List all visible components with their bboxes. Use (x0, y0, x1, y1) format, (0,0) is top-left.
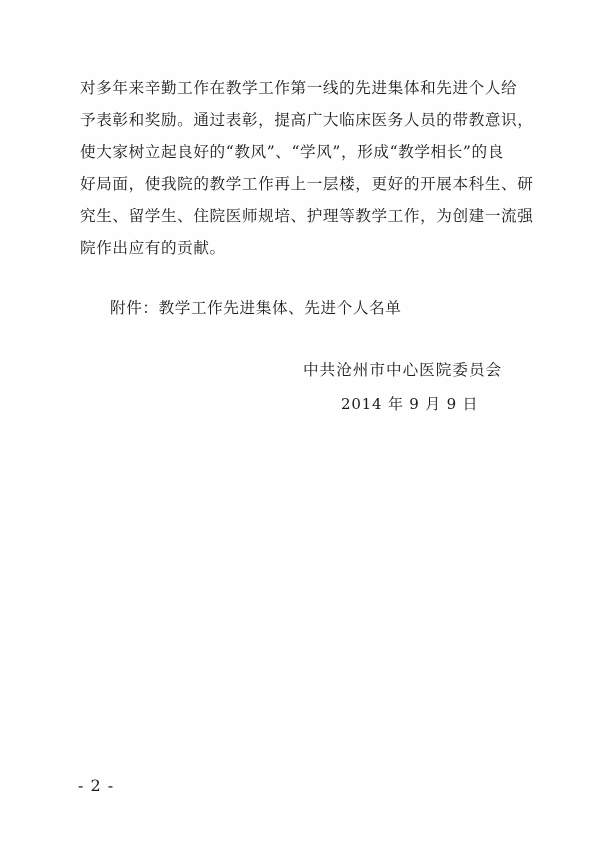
paragraph-line: 好局面，使我院的教学工作再上一层楼，更好的开展本科生、研 (80, 175, 534, 193)
paragraph-line: 使大家树立起良好的“教风”、“学风”，形成“教学相长”的良 (80, 143, 504, 161)
paragraph-line: 院作出应有的贡献。 (80, 239, 226, 257)
body-paragraph (80, 72, 532, 264)
page-number: - 2 - (78, 776, 115, 795)
paragraph-line: 对多年来辛勤工作在教学工作第一线的先进集体和先进个人给 (80, 79, 518, 97)
signer-organization: 中共沧州市中心医院委员会 (303, 361, 503, 379)
signing-date: 2014 年 9 月 9 日 (341, 395, 479, 413)
paragraph-line: 予表彰和奖励。通过表彰，提高广大临床医务人员的带教意识， (80, 111, 534, 129)
attachment-note: 附件：教学工作先进集体、先进个人名单 (110, 299, 402, 317)
paragraph-line: 究生、留学生、住院医师规培、护理等教学工作，为创建一流强 (80, 207, 534, 225)
